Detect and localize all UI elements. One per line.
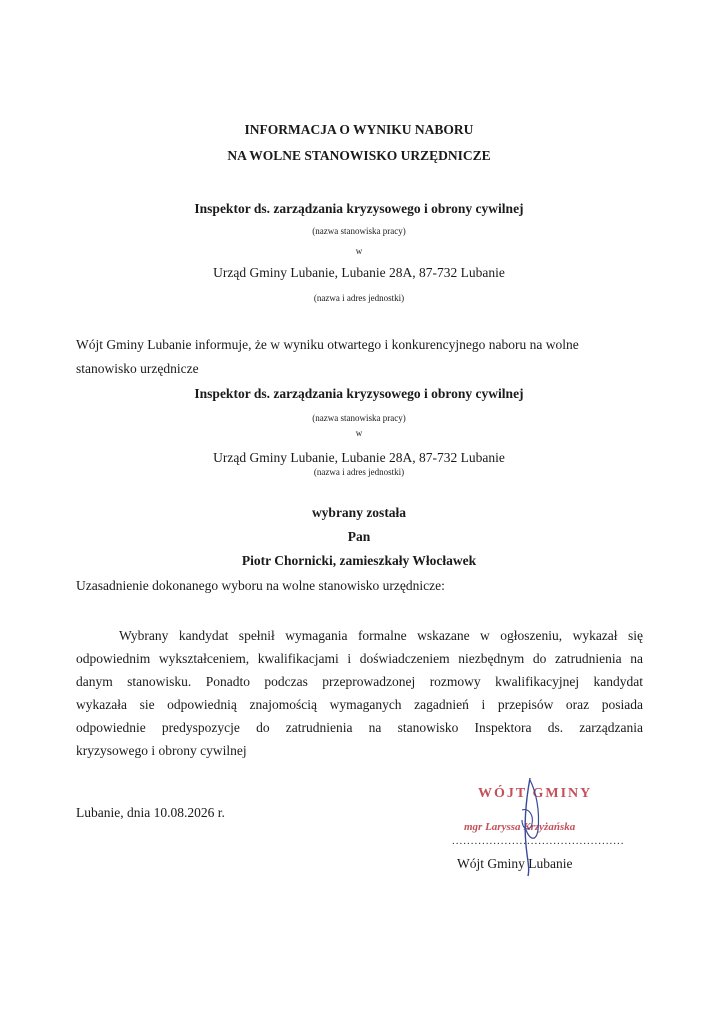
preposition-w-2: w [355,428,363,438]
justification-line: wykazała sie odpowiednią znajomością wymaganych zagadnień i przepisów oraz posiada [76,697,643,712]
salutation: Pan [347,529,371,544]
signature-caption: Wójt Gminy Lubanie [457,856,573,871]
office-address: Urząd Gminy Lubanie, Lubanie 28A, 87-732 Lubanie [213,265,505,280]
intro-line2: stanowisko urzędnicze [76,361,199,376]
position-caption: (nazwa stanowiska pracy) [312,226,406,236]
position-caption-2: (nazwa stanowiska pracy) [312,413,406,423]
position-title: Inspektor ds. zarządzania kryzysowego i obrony cywilnej [194,201,524,216]
justification-line: Wybrany kandydat spełnił wymagania formalne wskazane w ogłoszeniu, wykazał się [119,628,643,643]
justification-line: kryzysowego i obrony cywilnej [76,743,247,758]
document-title-line1: INFORMACJA O WYNIKU NABORU [244,122,474,137]
stamp-title: WÓJT GMINY [478,786,593,801]
position-title-2: Inspektor ds. zarządzania kryzysowego i obrony cywilnej [194,386,524,401]
justification-line: odpowiednie predyspozycje do zatrudnienia na stanowisko Inspektora ds. zarządzania [76,720,643,735]
office-address-2: Urząd Gminy Lubanie, Lubanie 28A, 87-732 Lubanie [213,450,505,465]
document-title-line2: NA WOLNE STANOWISKO URZĘDNICZE [227,148,491,163]
place-date: Lubanie, dnia 10.08.2026 r. [76,805,225,820]
selected-label: wybrany została [311,505,407,520]
office-caption-2: (nazwa i adres jednostki) [313,467,405,477]
justification-paragraph [76,624,643,762]
justification-line: odpowiednim wykształceniem, kwalifikacjami i doświadczeniem niezbędnym do zatrudnienia na [76,651,643,666]
signature-dots: .............................................. [452,835,625,847]
intro-line1: Wójt Gminy Lubanie informuje, że w wyniku otwartego i konkurencyjnego naboru na wolne [76,337,579,352]
preposition-w: w [355,246,363,256]
stamp-name: mgr Laryssa Krzyżańska [464,821,576,833]
justification-heading: Uzasadnienie dokonanego wyboru na wolne stanowisko urzędnicze: [76,578,445,593]
office-caption: (nazwa i adres jednostki) [313,293,405,303]
justification-line: danym stanowisku. Ponadto podczas przeprowadzonej rozmowy kwalifikacyjnej kandydat [76,674,643,689]
selected-person: Piotr Chornicki, zamieszkały Włocławek [241,553,477,568]
